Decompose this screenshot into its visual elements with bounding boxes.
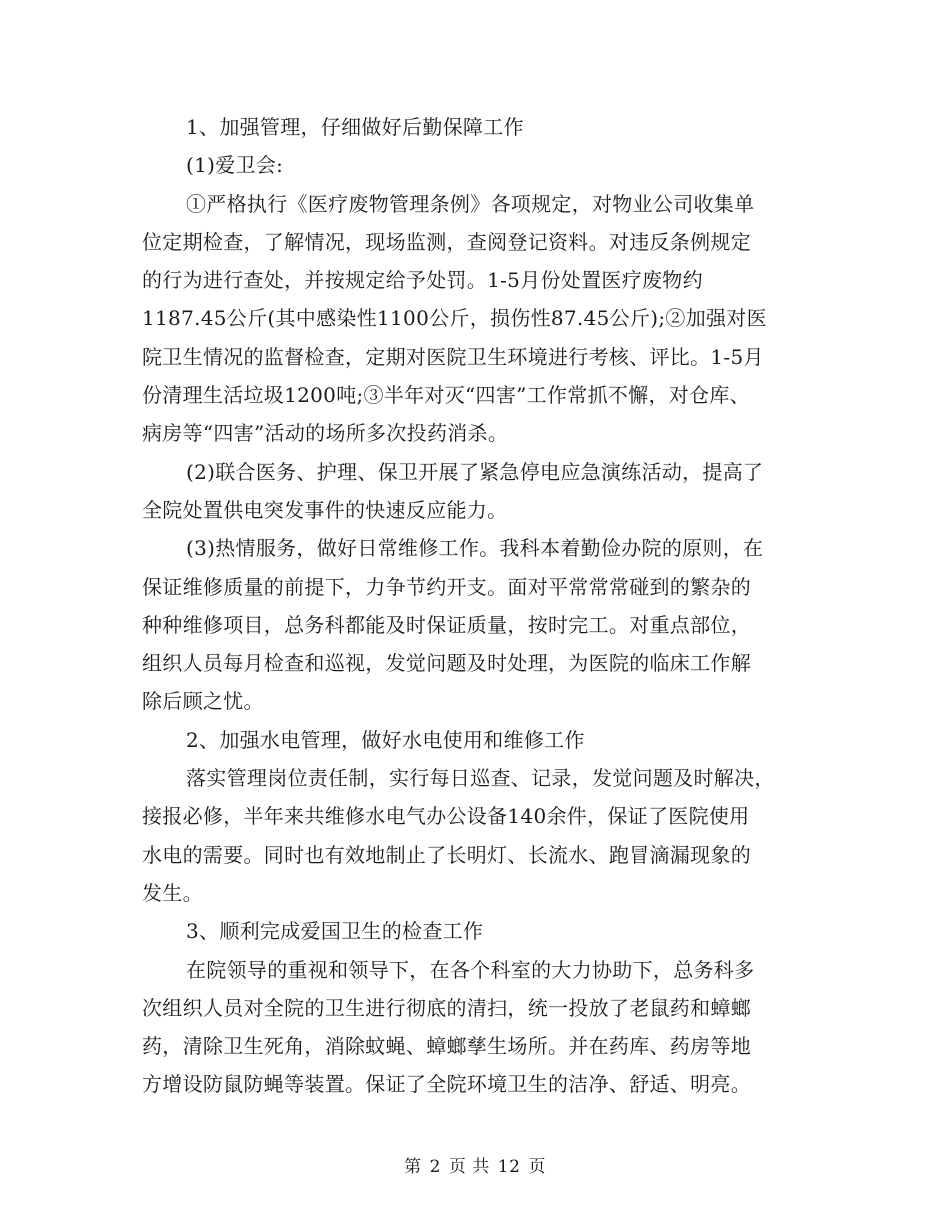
text-line: 1、加强管理，仔细做好后勤保障工作 bbox=[186, 115, 524, 139]
text-line: (1)爱卫会: bbox=[186, 153, 284, 178]
text-line: (2)联合医务、护理、保卫开展了紧急停电应急演练活动，提高了 bbox=[186, 459, 764, 484]
text-line: 院卫生情况的监督检查，定期对医院卫生环境进行考核、评比。1-5月 bbox=[142, 344, 764, 369]
text-line: 次组织人员对全院的卫生进行彻底的清扫，统一投放了老鼠药和蟑螂 bbox=[142, 995, 751, 1020]
text-line: 除后顾之忧。 bbox=[142, 689, 264, 714]
text-line: 水电的需要。同时也有效地制止了长明灯、长流水、跑冒滴漏现象的 bbox=[142, 842, 751, 867]
text-line: 在院领导的重视和领导下，在各个科室的大力协助下，总务科多 bbox=[186, 957, 755, 982]
text-line: ①严格执行《医疗废物管理条例》各项规定，对物业公司收集单 bbox=[186, 191, 755, 216]
page-footer bbox=[0, 1152, 950, 1177]
text-line: 病房等“四害”活动的场所多次投药消杀。 bbox=[142, 421, 509, 446]
footer-prefix: 第 bbox=[404, 1157, 422, 1177]
text-line: 份清理生活垃圾1200吨;③半年对灭“四害”工作常抓不懈，对仓库、 bbox=[142, 383, 750, 408]
text-line: 全院处置供电突发事件的快速反应能力。 bbox=[142, 497, 508, 522]
text-line: 方增设防鼠防蝇等装置。保证了全院环境卫生的洁净、舒适、明亮。 bbox=[142, 1072, 751, 1097]
text-line: 组织人员每月检查和巡视，发觉问题及时处理，为医院的临床工作解 bbox=[142, 651, 751, 676]
document-body bbox=[142, 108, 810, 1104]
footer-middle: 页 共 bbox=[448, 1157, 490, 1177]
text-line: (3)热情服务，做好日常维修工作。我科本着勤俭办院的原则，在 bbox=[186, 536, 764, 561]
text-line: 2、加强水电管理，做好水电使用和维修工作 bbox=[186, 727, 585, 752]
footer-page-number: 2 bbox=[429, 1157, 441, 1177]
text-line: 保证维修质量的前提下，力争节约开支。面对平常常常碰到的繁杂的 bbox=[142, 574, 751, 599]
text-line: 1187.45公斤(其中感染性1100公斤，损伤性87.45公斤);②加强对医 bbox=[142, 306, 767, 331]
text-line: 3、顺利完成爱国卫生的检查工作 bbox=[186, 919, 484, 944]
text-line: 种种维修项目，总务科都能及时保证质量，按时完工。对重点部位， bbox=[142, 612, 751, 637]
text-line: 落实管理岗位责任制，实行每日巡查、记录，发觉问题及时解决， bbox=[186, 766, 775, 791]
text-line: 药，清除卫生死角，消除蚊蝇、蟑螂孳生场所。并在药库、药房等地 bbox=[142, 1034, 751, 1059]
footer-suffix: 页 bbox=[528, 1157, 546, 1177]
text-line: 接报必修，半年来共维修水电气办公设备140余件，保证了医院使用 bbox=[142, 804, 750, 829]
text-line: 发生。 bbox=[142, 880, 203, 905]
footer-total-pages: 12 bbox=[497, 1157, 521, 1177]
text-line: 位定期检查，了解情况，现场监测，查阅登记资料。对违反条例规定 bbox=[142, 229, 751, 254]
text-line: 的行为进行查处，并按规定给予处罚。1-5月份处置医疗废物约 bbox=[142, 268, 703, 293]
